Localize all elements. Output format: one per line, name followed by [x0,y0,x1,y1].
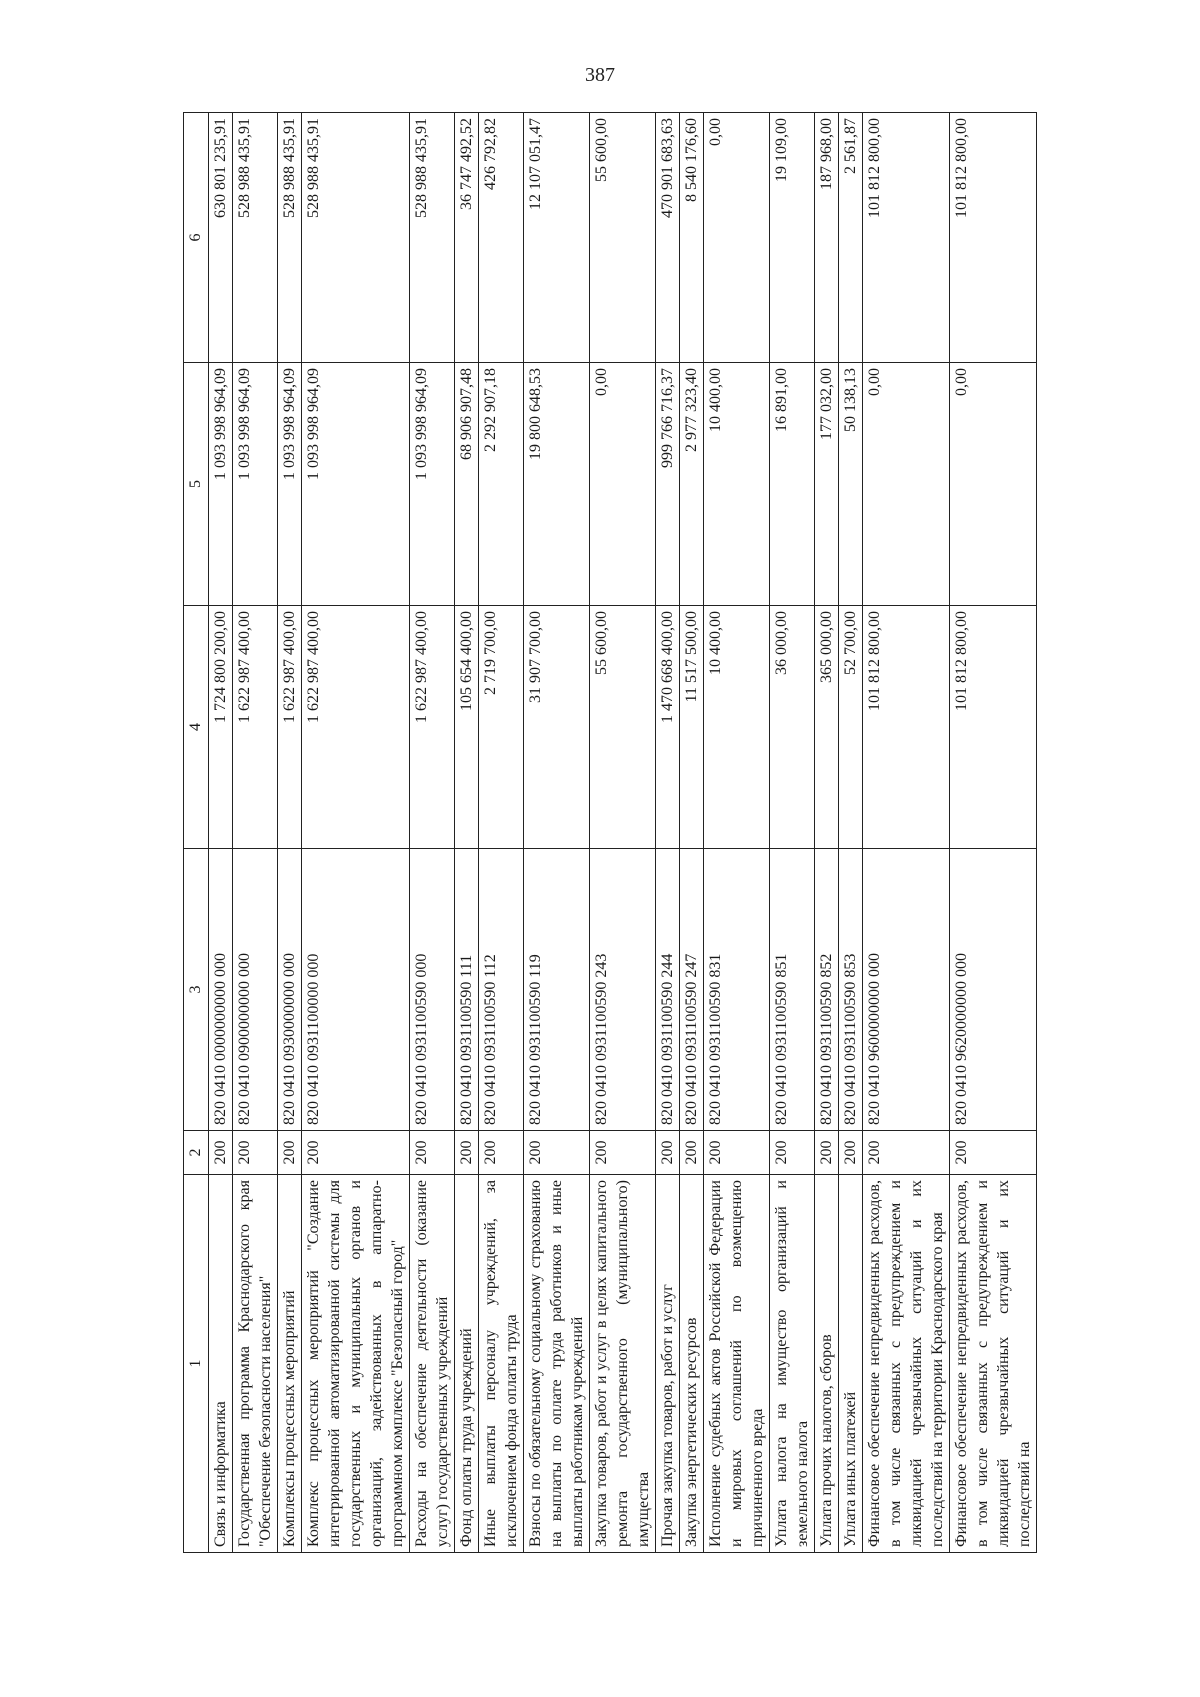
row-kbk-cell: 820 0410 0930000000 000 [278,849,302,1131]
row-rest-cell: 55 600,00 [590,113,656,363]
row-plan-cell: 1 622 987 400,00 [233,606,278,849]
row-name-cell: Прочая закупка товаров, работ и услуг [656,1175,680,1553]
row-kbk-cell: 820 0410 0000000000 000 [209,849,233,1131]
row-name-cell: Финансовое обеспечение непредвиденных расходов, в том числе связанных с предупреждением и ликвидацией чрезвычайных ситуаций и их последствий на [950,1175,1037,1553]
header-row [184,113,209,1553]
row-plan-cell: 10 400,00 [704,606,770,849]
row-exec-cell: 68 906 907,48 [455,363,479,606]
row-kbk-cell: 820 0410 0931100590 244 [656,849,680,1131]
row-rest-cell: 470 901 683,63 [656,113,680,363]
budget-table [183,112,1037,1553]
row-plan-cell: 1 622 987 400,00 [410,606,455,849]
row-code-cell: 200 [656,1131,680,1175]
row-rest-cell: 2 561,87 [839,113,863,363]
row-name-cell: Взносы по обязательному социальному страхованию на выплаты по оплате труда работников и иные выплаты работникам учреждений [524,1175,590,1553]
table-row [209,113,233,1553]
row-code-cell: 200 [770,1131,815,1175]
row-rest-cell: 8 540 176,60 [680,113,704,363]
table-row [950,113,1037,1553]
col-header-4: 4 [184,606,209,849]
row-code-cell: 200 [950,1131,1037,1175]
row-rest-cell: 36 747 492,52 [455,113,479,363]
row-rest-cell: 528 988 435,91 [233,113,278,363]
col-header-2: 2 [184,1131,209,1175]
row-name-cell: Закупка товаров, работ и услуг в целях капитального ремонта государственного (муниципального) имущества [590,1175,656,1553]
row-exec-cell: 1 093 998 964,09 [410,363,455,606]
row-exec-cell: 16 891,00 [770,363,815,606]
row-plan-cell: 52 700,00 [839,606,863,849]
row-plan-cell: 55 600,00 [590,606,656,849]
row-exec-cell: 0,00 [863,363,950,606]
row-kbk-cell: 820 0410 0931100000 000 [302,849,410,1131]
row-code-cell: 200 [704,1131,770,1175]
row-code-cell: 200 [209,1131,233,1175]
row-rest-cell: 630 801 235,91 [209,113,233,363]
row-exec-cell: 999 766 716,37 [656,363,680,606]
row-kbk-cell: 820 0410 9600000000 000 [863,849,950,1131]
row-kbk-cell: 820 0410 9620000000 000 [950,849,1037,1131]
row-exec-cell: 50 138,13 [839,363,863,606]
row-kbk-cell: 820 0410 0900000000 000 [233,849,278,1131]
row-plan-cell: 2 719 700,00 [479,606,524,849]
row-exec-cell: 1 093 998 964,09 [233,363,278,606]
row-name-cell: Иные выплаты персоналу учреждений, за исключением фонда оплаты труда [479,1175,524,1553]
row-rest-cell: 528 988 435,91 [302,113,410,363]
table-row [524,113,590,1553]
row-plan-cell: 105 654 400,00 [455,606,479,849]
row-kbk-cell: 820 0410 0931100590 112 [479,849,524,1131]
row-name-cell: Уплата иных платежей [839,1175,863,1553]
row-plan-cell: 101 812 800,00 [863,606,950,849]
table-row [278,113,302,1553]
row-code-cell: 200 [815,1131,839,1175]
row-rest-cell: 12 107 051,47 [524,113,590,363]
row-plan-cell: 31 907 700,00 [524,606,590,849]
row-rest-cell: 528 988 435,91 [410,113,455,363]
row-code-cell: 200 [278,1131,302,1175]
row-plan-cell: 101 812 800,00 [950,606,1037,849]
table-row [839,113,863,1553]
row-name-cell: Комплекс процессных мероприятий "Создание интегрированной автоматизированной системы для государственных и муниципальных органов и организаций, задействованных в аппаратно-программном комплексе "Безопасный город" [302,1175,410,1553]
row-plan-cell: 1 724 800 200,00 [209,606,233,849]
row-kbk-cell: 820 0410 0931100590 111 [455,849,479,1131]
table-row [479,113,524,1553]
row-code-cell: 200 [479,1131,524,1175]
row-rest-cell: 19 109,00 [770,113,815,363]
page-number: 387 [585,64,615,86]
row-rest-cell: 426 792,82 [479,113,524,363]
row-exec-cell: 10 400,00 [704,363,770,606]
row-name-cell: Государственная программа Краснодарского края "Обеспечение безопасности населения" [233,1175,278,1553]
row-rest-cell: 0,00 [704,113,770,363]
col-header-3: 3 [184,849,209,1131]
row-code-cell: 200 [302,1131,410,1175]
row-code-cell: 200 [839,1131,863,1175]
row-kbk-cell: 820 0410 0931100590 247 [680,849,704,1131]
row-name-cell: Уплата прочих налогов, сборов [815,1175,839,1553]
table-row [680,113,704,1553]
row-code-cell: 200 [455,1131,479,1175]
col-header-5: 5 [184,363,209,606]
row-exec-cell: 2 977 323,40 [680,363,704,606]
row-rest-cell: 101 812 800,00 [863,113,950,363]
row-kbk-cell: 820 0410 0931100590 831 [704,849,770,1131]
row-name-cell: Расходы на обеспечение деятельности (оказание услуг) государственных учреждений [410,1175,455,1553]
row-name-cell: Финансовое обеспечение непредвиденных расходов, в том числе связанных с предупреждением и ликвидацией чрезвычайных ситуаций и их последствий на территории Краснодарского края [863,1175,950,1553]
row-code-cell: 200 [524,1131,590,1175]
row-exec-cell: 1 093 998 964,09 [278,363,302,606]
row-exec-cell: 19 800 648,53 [524,363,590,606]
row-exec-cell: 2 292 907,18 [479,363,524,606]
row-plan-cell: 1 622 987 400,00 [278,606,302,849]
row-kbk-cell: 820 0410 0931100590 000 [410,849,455,1131]
row-plan-cell: 11 517 500,00 [680,606,704,849]
table-row [770,113,815,1553]
row-rest-cell: 187 968,00 [815,113,839,363]
table-body [209,113,1037,1553]
row-name-cell: Комплексы процессных мероприятий [278,1175,302,1553]
row-kbk-cell: 820 0410 0931100590 852 [815,849,839,1131]
table-row [815,113,839,1553]
row-name-cell: Фонд оплаты труда учреждений [455,1175,479,1553]
row-rest-cell: 528 988 435,91 [278,113,302,363]
table-row [410,113,455,1553]
row-exec-cell: 177 032,00 [815,363,839,606]
row-name-cell: Уплата налога на имущество организаций и земельного налога [770,1175,815,1553]
table-row [656,113,680,1553]
row-plan-cell: 365 000,00 [815,606,839,849]
row-plan-cell: 36 000,00 [770,606,815,849]
table-row [863,113,950,1553]
table-row [302,113,410,1553]
col-header-1: 1 [184,1175,209,1553]
row-kbk-cell: 820 0410 0931100590 851 [770,849,815,1131]
row-exec-cell: 1 093 998 964,09 [302,363,410,606]
row-exec-cell: 0,00 [950,363,1037,606]
table-row [455,113,479,1553]
row-code-cell: 200 [233,1131,278,1175]
row-name-cell: Исполнение судебных актов Российской Федерации и мировых соглашений по возмещению причиненного вреда [704,1175,770,1553]
row-exec-cell: 0,00 [590,363,656,606]
table-row [233,113,278,1553]
row-code-cell: 200 [410,1131,455,1175]
row-exec-cell: 1 093 998 964,09 [209,363,233,606]
row-code-cell: 200 [680,1131,704,1175]
row-name-cell: Связь и информатика [209,1175,233,1553]
rotated-table-container [183,113,1083,1553]
row-code-cell: 200 [590,1131,656,1175]
row-code-cell: 200 [863,1131,950,1175]
row-kbk-cell: 820 0410 0931100590 119 [524,849,590,1131]
row-plan-cell: 1 622 987 400,00 [302,606,410,849]
row-name-cell: Закупка энергетических ресурсов [680,1175,704,1553]
row-kbk-cell: 820 0410 0931100590 243 [590,849,656,1131]
row-kbk-cell: 820 0410 0931100590 853 [839,849,863,1131]
row-rest-cell: 101 812 800,00 [950,113,1037,363]
row-plan-cell: 1 470 668 400,00 [656,606,680,849]
table-row [590,113,656,1553]
col-header-6: 6 [184,113,209,363]
table-landscape [183,113,1083,1553]
table-row [704,113,770,1553]
